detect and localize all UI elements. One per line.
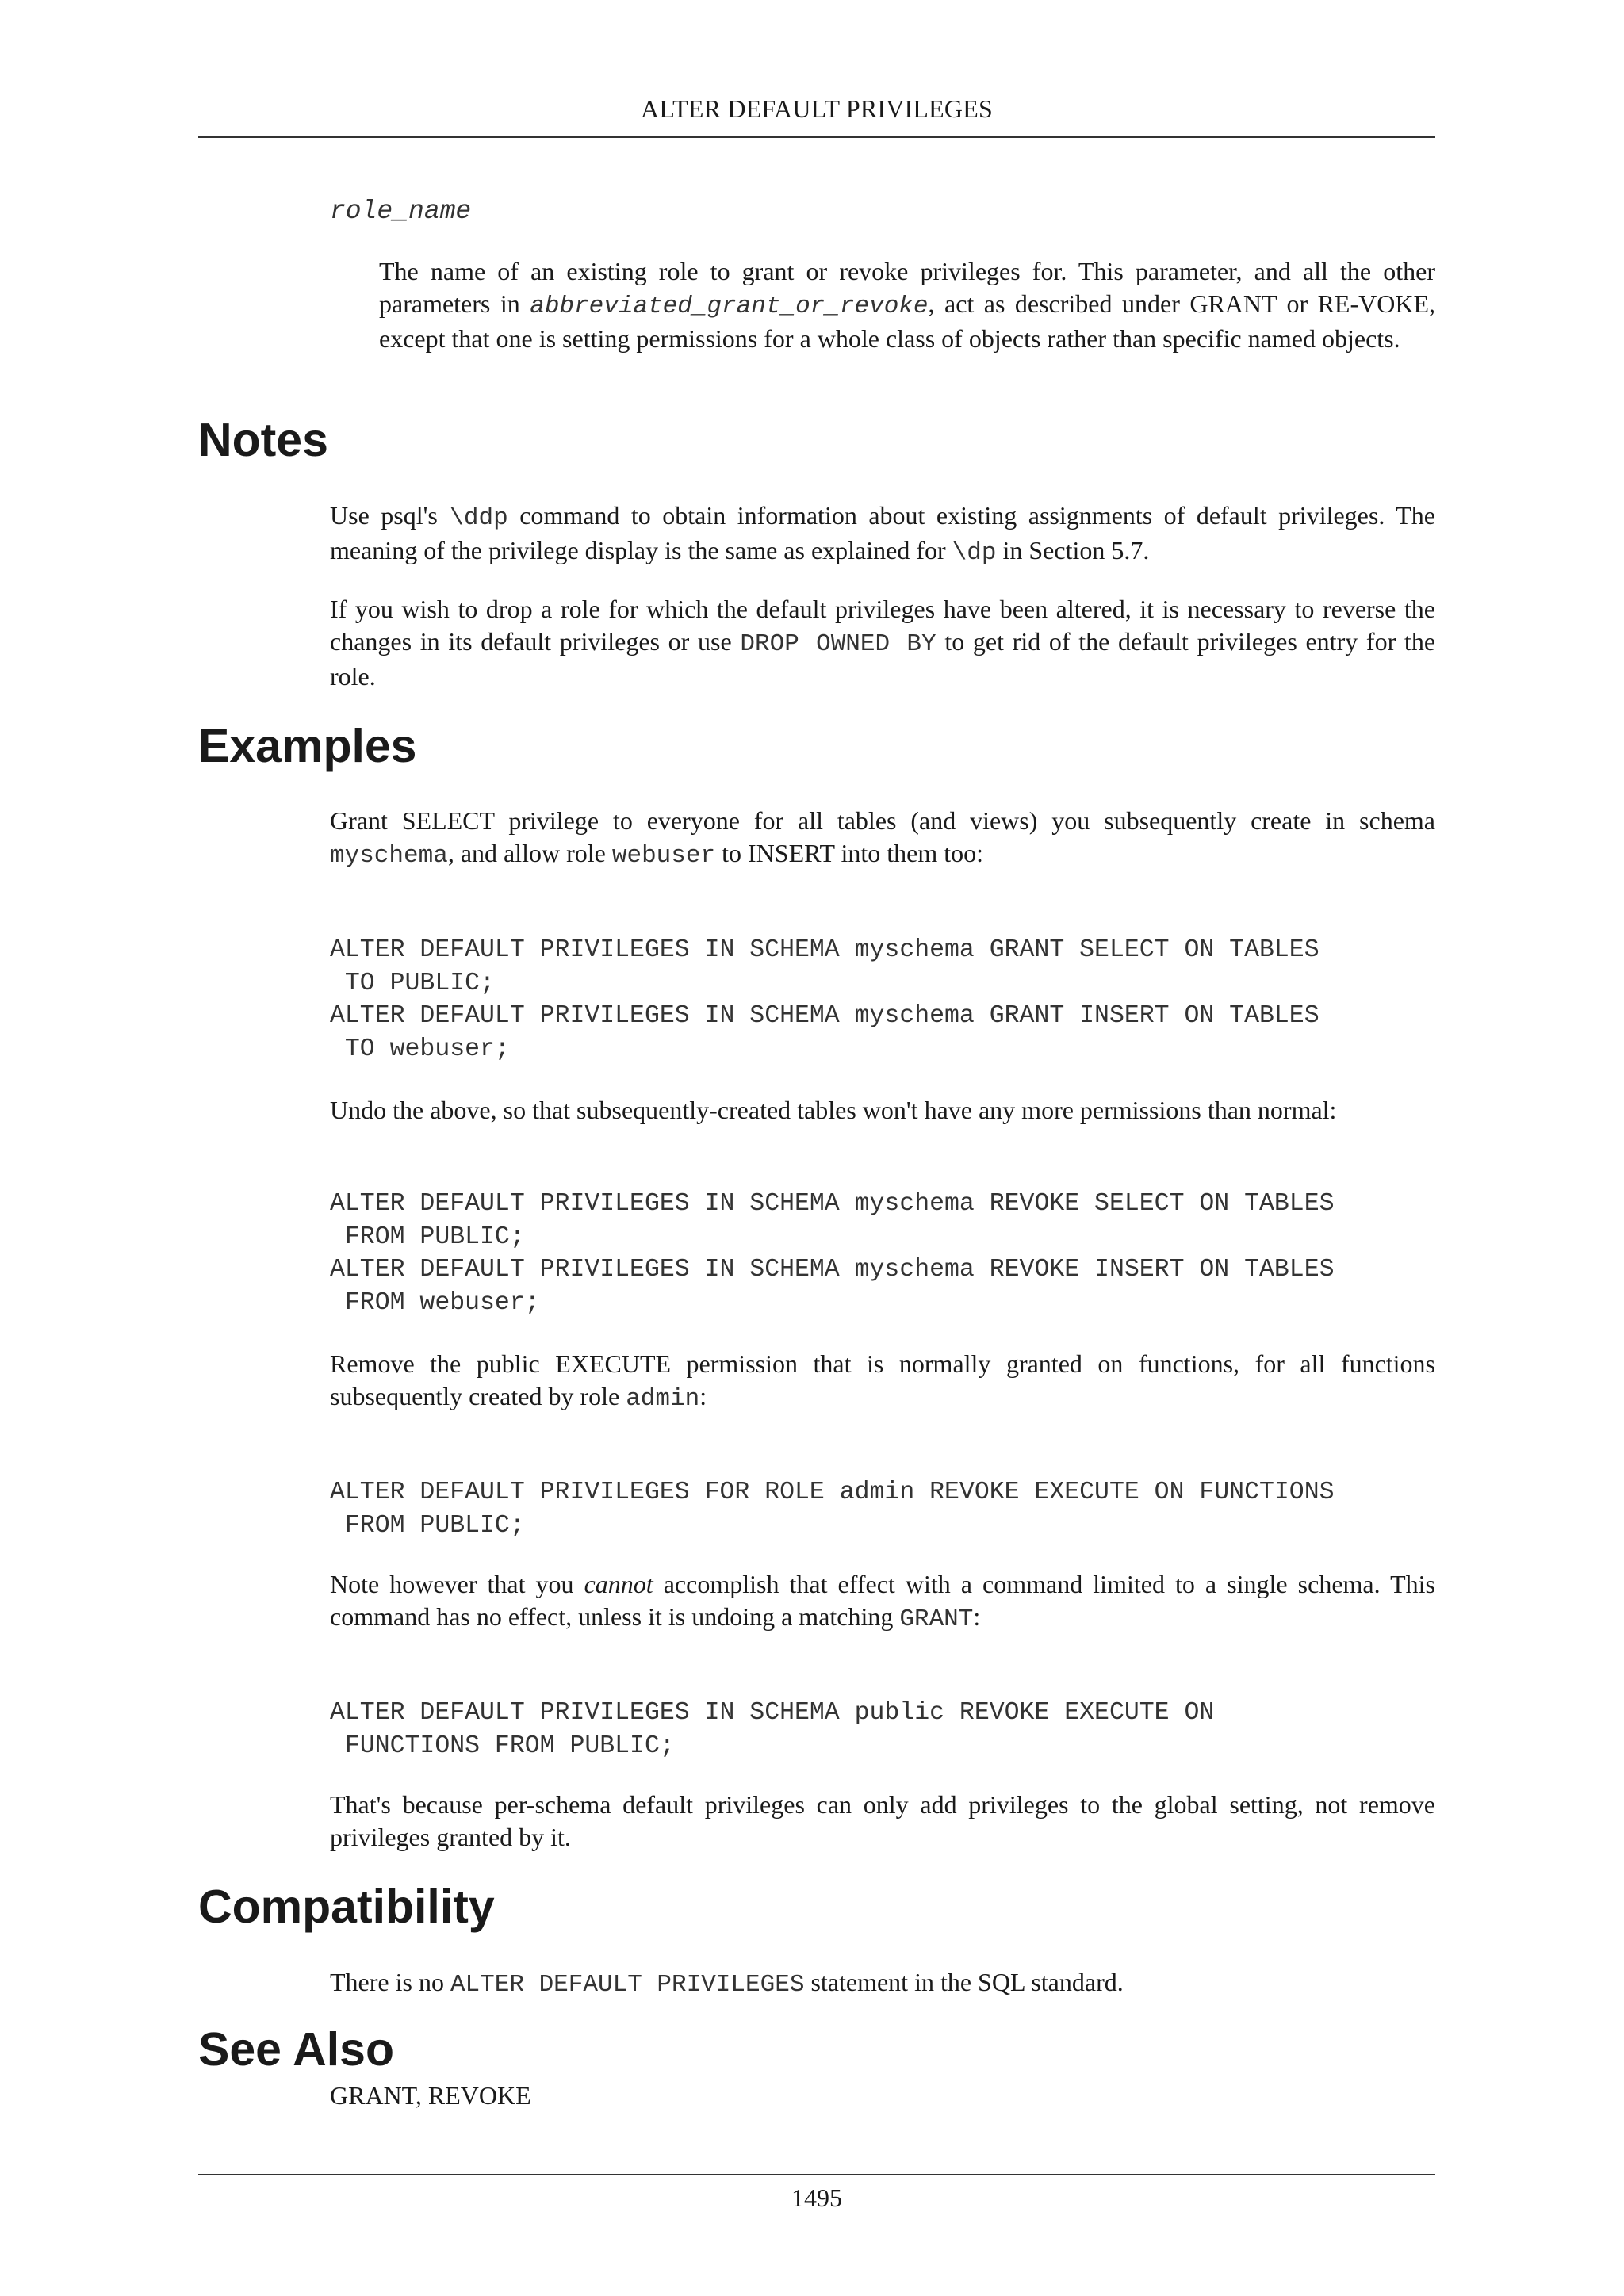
code-block: ALTER DEFAULT PRIVILEGES IN SCHEMA public REVOKE EXECUTE ON FUNCTIONS FROM PUBLIC;	[330, 1699, 1215, 1760]
inline-code: admin	[626, 1385, 700, 1413]
examples-paragraph-5: That's because per-schema default privileges can only add privileges to the global setting, not remove privileges granted by it.	[330, 1790, 1435, 1851]
emphasis: cannot	[584, 1570, 653, 1598]
text-run: to get rid of the default privileges entry for the role.	[330, 627, 1436, 691]
footer-rule	[198, 2174, 1435, 2175]
page-number: 1495	[791, 2183, 842, 2212]
code-block: ALTER DEFAULT PRIVILEGES IN SCHEMA myschema REVOKE SELECT ON TABLES FROM PUBLIC; ALTER DEFAULT PRIVILEGES IN SCHEMA myschema REVOKE INSERT ON TABLES FROM webuser;	[330, 1190, 1335, 1317]
examples-paragraph-4	[330, 1568, 1435, 1636]
inline-code: GRANT	[899, 1605, 974, 1633]
see-also-links[interactable]: GRANT, REVOKE	[330, 2081, 531, 2110]
inline-code: \dp	[952, 539, 997, 567]
examples-heading: Examples	[198, 720, 417, 772]
compatibility-heading: Compatibility	[198, 1881, 495, 1933]
notes-paragraph-2	[330, 593, 1435, 693]
running-header: ALTER DEFAULT PRIVILEGES	[641, 94, 993, 123]
text-run: in Section 5.7.	[996, 536, 1150, 564]
header-rule	[198, 136, 1435, 138]
examples-paragraph-2: Undo the above, so that subsequently-created tables won't have any more permissions than normal:	[330, 1096, 1337, 1124]
text-run: Remove the public EXECUTE permission that is normally granted on functions, for all functions subsequently created by role	[330, 1349, 1435, 1410]
inline-code: webuser	[611, 842, 716, 870]
text-run: , and allow role	[447, 839, 612, 867]
examples-paragraph-1	[330, 805, 1435, 872]
parameter-description	[379, 255, 1435, 355]
text-run: statement in the SQL standard.	[804, 1968, 1124, 1996]
text-run: :	[699, 1382, 707, 1410]
notes-heading: Notes	[198, 414, 328, 466]
notes-paragraph-1	[330, 499, 1435, 569]
text-run: Note however that you	[330, 1570, 584, 1598]
inline-code: abbreviated_grant_or_revoke	[530, 293, 929, 320]
text-run: The name of an existing role to grant or revoke privileges for. This parameter, and all the other parameters in	[379, 257, 1435, 318]
inline-code: \ddp	[449, 504, 508, 532]
text-run: accomplish that effect with a command limited to a single schema. This command has no effect, unless it is undoing a matching	[330, 1570, 1436, 1631]
parameter-term: role_name	[330, 197, 472, 226]
examples-paragraph-3	[330, 1348, 1435, 1415]
see-also-heading: See Also	[198, 2023, 395, 2076]
code-block: ALTER DEFAULT PRIVILEGES FOR ROLE admin REVOKE EXECUTE ON FUNCTIONS FROM PUBLIC;	[330, 1479, 1335, 1540]
text-run: If you wish to drop a role for which the default privileges have been altered, it is necessary to reverse the changes in its default privileges or use	[330, 595, 1435, 656]
text-run: , act as described under GRANT or RE-VOKE, except that one is setting permissions for a whole class of objects rather than specific named objects.	[379, 289, 1436, 353]
text-run: There is no	[330, 1968, 450, 1996]
compatibility-paragraph	[330, 1966, 1435, 2001]
text-run: Use psql's	[330, 501, 450, 530]
text-run: Grant SELECT privilege to everyone for all tables (and views) you subsequently create in schema	[330, 806, 1435, 835]
text-run: :	[973, 1602, 981, 1631]
inline-code: myschema	[330, 842, 448, 870]
text-run: command to obtain information about existing assignments of default privileges. The meaning of the privilege display is the same as explained for	[330, 501, 1436, 564]
inline-code: DROP OWNED BY	[740, 630, 936, 658]
code-block: ALTER DEFAULT PRIVILEGES IN SCHEMA myschema GRANT SELECT ON TABLES TO PUBLIC; ALTER DEFAULT PRIVILEGES IN SCHEMA myschema GRANT INSERT ON TABLES TO webuser;	[330, 936, 1320, 1063]
text-run: to INSERT into them too:	[715, 839, 984, 867]
inline-code: ALTER DEFAULT PRIVILEGES	[450, 1971, 805, 1999]
